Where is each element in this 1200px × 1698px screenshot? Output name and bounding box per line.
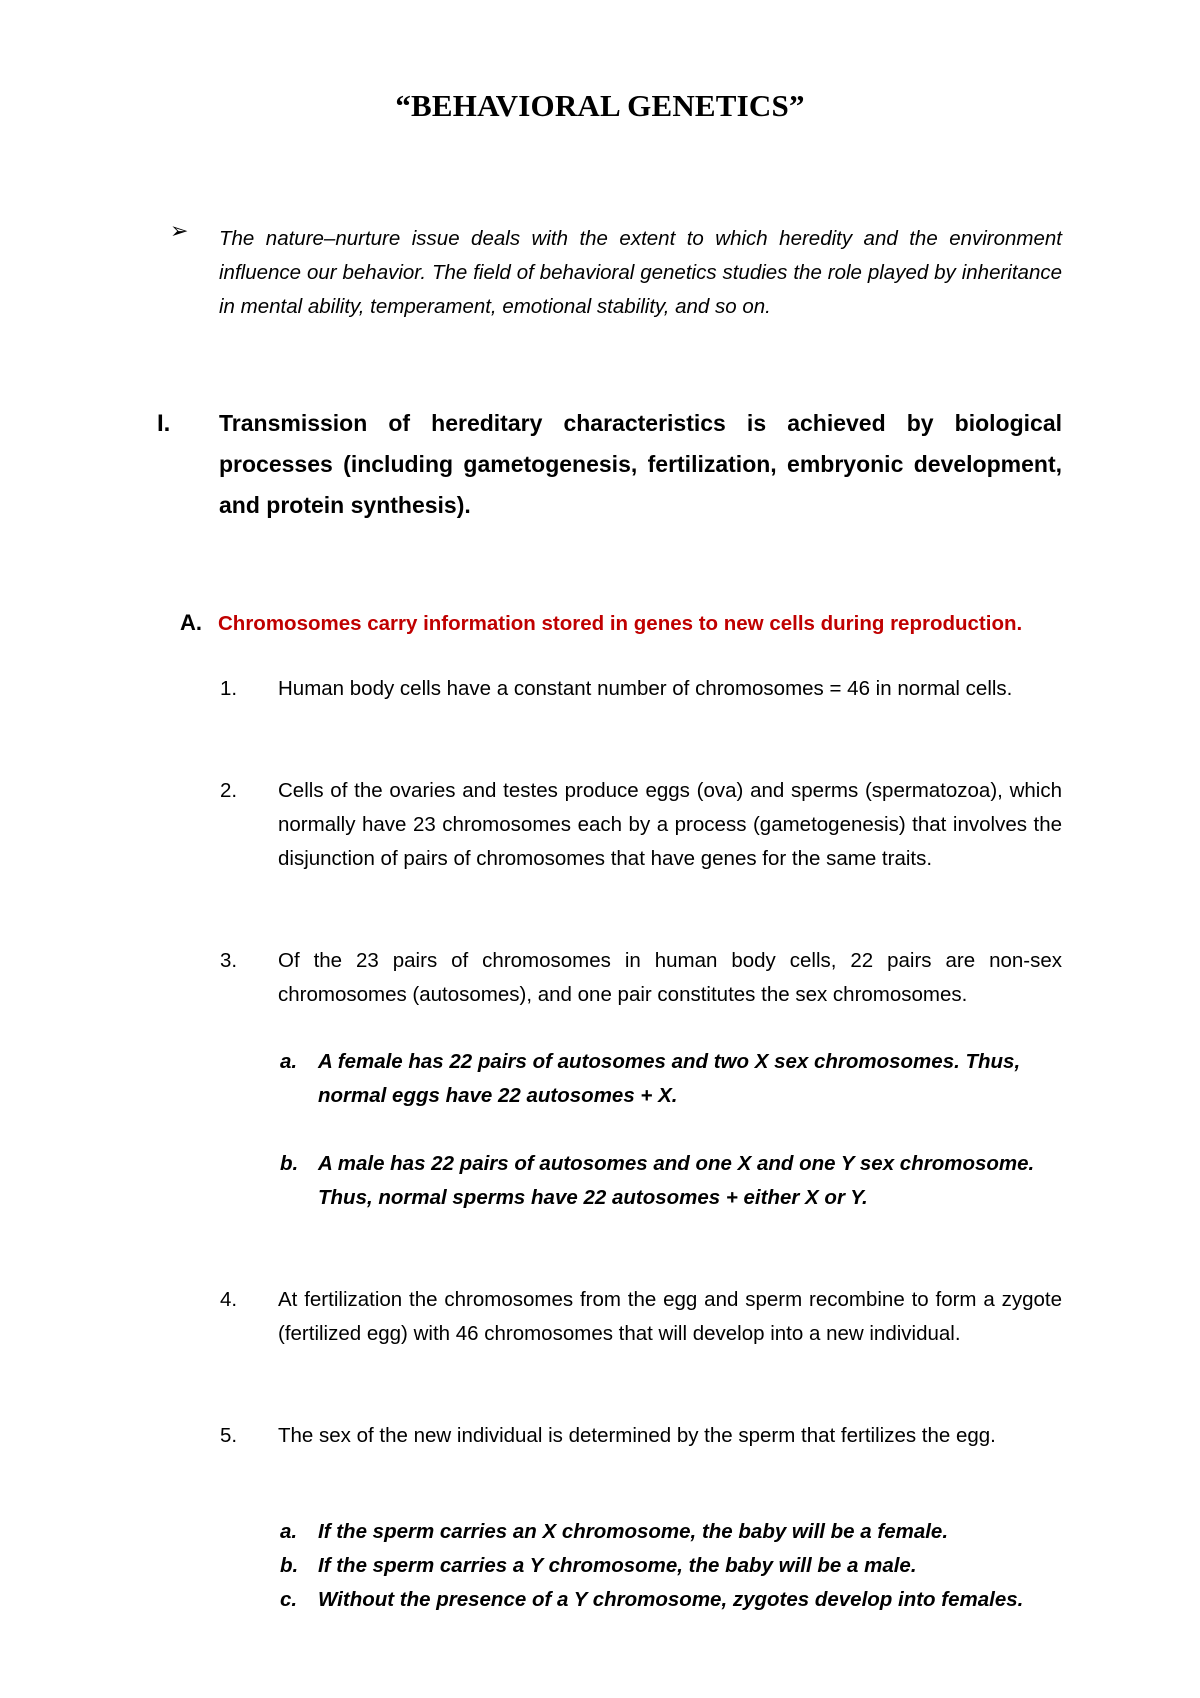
sub-item-letter: a.	[280, 1050, 298, 1073]
subsection-heading: Chromosomes carry information stored in genes to new cells during reproduction.	[218, 612, 1023, 635]
list-item-1	[220, 672, 1062, 706]
list-item-number: 1.	[220, 677, 238, 700]
list-item-number: 4.	[220, 1288, 238, 1311]
sub-item-3a	[280, 1045, 1062, 1113]
sub-item-5c	[280, 1583, 1062, 1617]
sub-item-letter: b.	[280, 1152, 299, 1175]
sub-item-text: A male has 22 pairs of autosomes and one X and one Y sex chromosome. Thus, normal sperms have 22 autosomes + either X or Y.	[318, 1152, 1035, 1209]
sub-item-text: Without the presence of a Y chromosome, zygotes develop into females.	[318, 1588, 1024, 1611]
list-item-4	[220, 1283, 1062, 1351]
list-item-number: 2.	[220, 779, 238, 802]
list-item-3	[220, 944, 1062, 1012]
list-item-text: Human body cells have a constant number of chromosomes = 46 in normal cells.	[278, 677, 1013, 700]
sub-item-text: If the sperm carries a Y chromosome, the baby will be a male.	[318, 1554, 917, 1577]
sub-item-letter: c.	[280, 1588, 298, 1611]
sub-item-letter: a.	[280, 1520, 298, 1543]
list-item-2	[220, 774, 1062, 876]
list-item-text: At fertilization the chromosomes from the egg and sperm recombine to form a zygote (fertilized egg) with 46 chromosomes that will develop into a new individual.	[278, 1288, 1062, 1345]
list-item-number: 3.	[220, 949, 238, 972]
list-item-number: 5.	[220, 1424, 238, 1447]
list-item-text: The sex of the new individual is determined by the sperm that fertilizes the egg.	[278, 1424, 996, 1447]
section-number: I.	[157, 410, 171, 437]
document-title: “BEHAVIORAL GENETICS”	[395, 88, 805, 123]
intro-paragraph	[170, 219, 1062, 324]
subsection-letter: A.	[180, 610, 202, 635]
sub-item-5b	[280, 1549, 1062, 1583]
sub-item-text: If the sperm carries an X chromosome, the baby will be a female.	[318, 1520, 949, 1543]
arrowhead-bullet-icon: ➢	[170, 219, 189, 244]
sub-item-3b	[280, 1147, 1062, 1215]
intro-text: The nature–nurture issue deals with the extent to which heredity and the environment influence our behavior. The field of behavioral genetics studies the role played by inheritance in mental ability, temperament, emotional stability, and so on.	[219, 227, 1062, 318]
list-item-text: Of the 23 pairs of chromosomes in human body cells, 22 pairs are non-sex chromosomes (autosomes), and one pair constitutes the sex chromosomes.	[278, 949, 1062, 1006]
sub-item-letter: b.	[280, 1554, 299, 1577]
subsection-a	[180, 606, 1080, 641]
section-1	[157, 403, 1062, 526]
sub-item-text: A female has 22 pairs of autosomes and two X sex chromosomes. Thus, normal eggs have 22 autosomes + X.	[318, 1050, 1021, 1107]
sub-item-5a	[280, 1515, 1062, 1549]
list-item-text: Cells of the ovaries and testes produce eggs (ova) and sperms (spermatozoa), which normally have 23 chromosomes each by a process (gametogenesis) that involves the disjunction of pairs of chromosomes that have genes for the same traits.	[278, 779, 1062, 870]
list-item-5	[220, 1419, 1062, 1453]
section-heading: Transmission of hereditary characteristics is achieved by biological processes (including gametogenesis, fertilization, embryonic development, and protein synthesis).	[219, 410, 1062, 518]
